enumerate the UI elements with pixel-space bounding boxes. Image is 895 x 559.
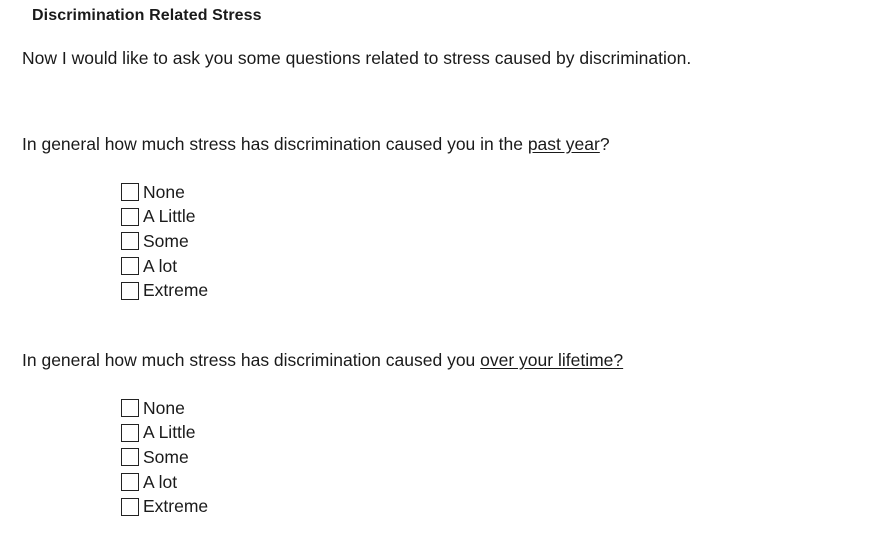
- question-lifetime: [22, 350, 623, 371]
- option-extreme[interactable]: [121, 278, 208, 303]
- checkbox[interactable]: [121, 448, 139, 466]
- option-some[interactable]: [121, 229, 208, 254]
- checkbox[interactable]: [121, 498, 139, 516]
- option-none[interactable]: [121, 396, 208, 421]
- options-lifetime: [121, 396, 208, 519]
- option-none[interactable]: [121, 180, 208, 205]
- checkbox[interactable]: [121, 183, 139, 201]
- option-some[interactable]: [121, 445, 208, 470]
- checkbox[interactable]: [121, 473, 139, 491]
- option-label: A Little: [143, 206, 196, 227]
- checkbox[interactable]: [121, 257, 139, 275]
- checkbox[interactable]: [121, 399, 139, 417]
- intro-text: Now I would like to ask you some questions related to stress caused by discrimination.: [22, 48, 692, 68]
- checkbox[interactable]: [121, 208, 139, 226]
- options-past-year: [121, 180, 208, 303]
- question-suffix: ?: [599, 134, 610, 154]
- option-a-little[interactable]: [121, 421, 208, 446]
- option-label: A Little: [143, 422, 196, 443]
- option-label: Some: [143, 230, 189, 251]
- option-a-little[interactable]: [121, 205, 208, 230]
- checkbox[interactable]: [121, 282, 139, 300]
- section-heading: Discrimination Related Stress: [32, 7, 262, 24]
- question-text: In general how much stress has discrimination caused you: [22, 350, 481, 370]
- checkbox[interactable]: [121, 232, 139, 250]
- option-label: Some: [143, 446, 189, 467]
- checkbox[interactable]: [121, 424, 139, 442]
- question-text: In general how much stress has discrimination caused you in the: [22, 134, 528, 154]
- option-label: Extreme: [143, 280, 209, 301]
- option-a-lot[interactable]: [121, 470, 208, 495]
- option-label: None: [143, 181, 185, 202]
- option-label: Extreme: [143, 496, 209, 517]
- question-emphasis: over your lifetime?: [480, 350, 624, 370]
- question-past-year: [22, 134, 610, 155]
- option-label: A lot: [143, 255, 178, 276]
- option-label: None: [143, 397, 185, 418]
- option-extreme[interactable]: [121, 494, 208, 519]
- option-a-lot[interactable]: [121, 254, 208, 279]
- question-emphasis: past year: [527, 134, 600, 154]
- option-label: A lot: [143, 471, 178, 492]
